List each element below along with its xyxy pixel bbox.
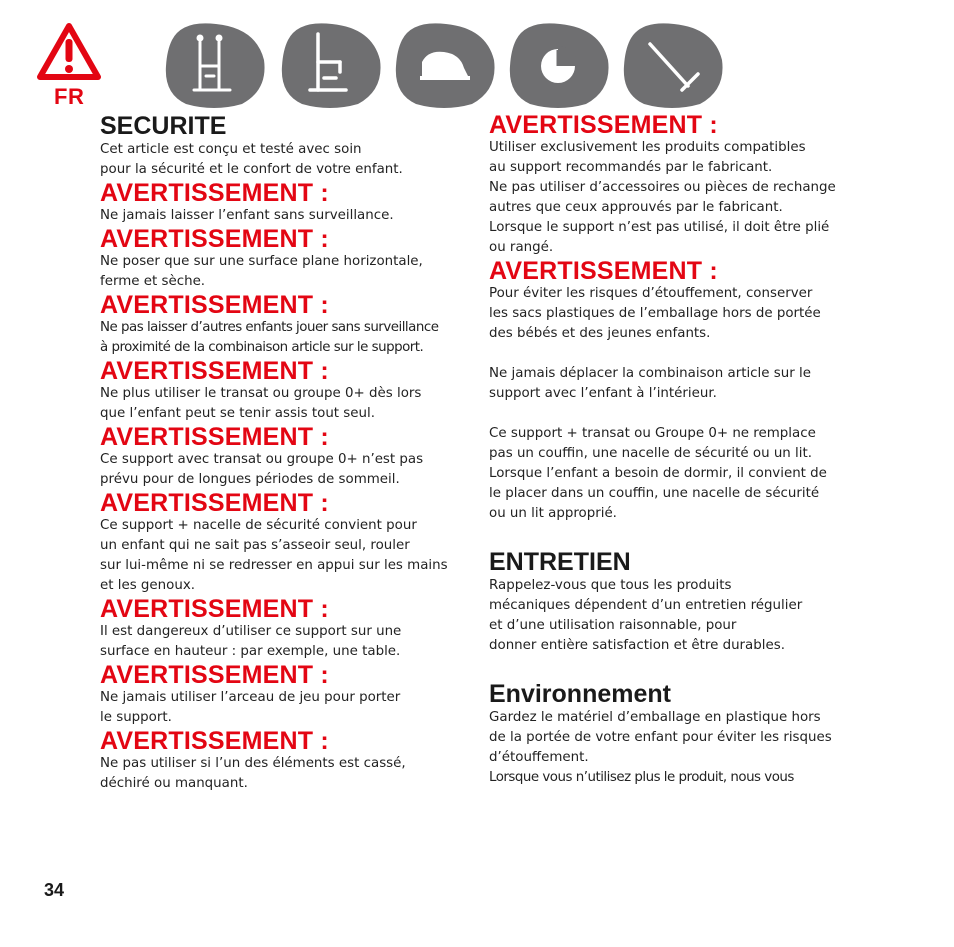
folded-stand-icon: [624, 23, 723, 108]
securite-heading: SECURITE: [100, 112, 227, 140]
environnement-text-continued: Lorsque vous n’utilisez plus le produit, nous vous: [489, 770, 794, 785]
warning-text: Ne plus utiliser le transat ou groupe 0+ dès lors que l’enfant peut se tenir assis tout seul.: [100, 386, 422, 421]
warning-text: Ne poser que sur une surface plane horizontale, ferme et sèche.: [100, 254, 423, 289]
stand-chair-icon: [282, 23, 381, 108]
product-icons-row: [164, 20, 728, 108]
warning-heading: AVERTISSEMENT :: [100, 727, 329, 755]
language-label: FR: [54, 84, 85, 109]
environnement-text: Gardez le matériel d’emballage en plastique hors de la portée de votre enfant pour éviter les risques d’étouffement.: [489, 710, 832, 765]
warning-text: Il est dangereux d’utiliser ce support sur une surface en hauteur : par exemple, une table.: [100, 624, 402, 659]
page-number: 34: [44, 880, 65, 900]
warning-text: Ne jamais laisser l’enfant sans surveillance.: [100, 208, 394, 223]
environnement-heading: Environnement: [489, 680, 671, 708]
move-warning-text: Ne jamais déplacer la combinaison article sur le support avec l’enfant à l’intérieur.: [489, 366, 811, 401]
left-column: [100, 112, 460, 794]
group0-seat-icon: [510, 23, 609, 108]
stand-frame-icon: [166, 23, 265, 108]
right-column: [489, 112, 849, 788]
warning-heading: AVERTISSEMENT :: [100, 489, 329, 517]
warning-text: Ne pas utiliser si l’un des éléments est cassé, déchiré ou manquant.: [100, 756, 406, 791]
warning-heading: AVERTISSEMENT :: [100, 423, 329, 451]
warning-text: Ne jamais utiliser l’arceau de jeu pour porter le support.: [100, 690, 401, 725]
warning-heading: AVERTISSEMENT :: [489, 111, 718, 139]
warning-text: Ne pas laisser d’autres enfants jouer sans surveillance à proximité de la combinaison article sur le support.: [100, 320, 439, 355]
warning-heading: AVERTISSEMENT :: [100, 179, 329, 207]
warning-triangle-icon: [36, 22, 102, 82]
warning-heading: AVERTISSEMENT :: [100, 661, 329, 689]
transat-icon: [396, 23, 495, 108]
warning-heading: AVERTISSEMENT :: [100, 291, 329, 319]
cot-warning-text: Ce support + transat ou Groupe 0+ ne remplace pas un couffin, une nacelle de sécurité ou un lit. Lorsque l’enfant a besoin de dormir, il convient de le placer dans un couffin, une nacelle de sécurité ou un lit approprié.: [489, 426, 827, 521]
warning-heading: AVERTISSEMENT :: [100, 357, 329, 385]
entretien-heading: ENTRETIEN: [489, 548, 631, 576]
securite-text: Cet article est conçu et testé avec soin pour la sécurité et le confort de votre enfant.: [100, 142, 403, 177]
warning-heading: AVERTISSEMENT :: [489, 257, 718, 285]
warning-text: Ce support avec transat ou groupe 0+ n’est pas prévu pour de longues périodes de sommeil.: [100, 452, 424, 487]
warning-heading: AVERTISSEMENT :: [100, 595, 329, 623]
warning-text: Pour éviter les risques d’étouffement, conserver les sacs plastiques de l’emballage hors de portée des bébés et des jeunes enfants.: [489, 286, 821, 341]
warning-heading: AVERTISSEMENT :: [100, 225, 329, 253]
warning-text: Ce support + nacelle de sécurité convient pour un enfant qui ne sait pas s’asseoir seul, rouler sur lui-même ni se redresser en appui sur les mains et les genoux.: [100, 518, 448, 593]
warning-text: Utiliser exclusivement les produits compatibles au support recommandés par le fabricant. Ne pas utiliser d’accessoires ou pièces de rechange autres que ceux approuvés par le fabricant. Lorsque le support n’est pas utilisé, il doit être plié ou rangé.: [489, 140, 836, 255]
entretien-text: Rappelez-vous que tous les produits mécaniques dépendent d’un entretien régulier et d’une utilisation raisonnable, pour donner entière satisfaction et être durables.: [489, 578, 803, 653]
